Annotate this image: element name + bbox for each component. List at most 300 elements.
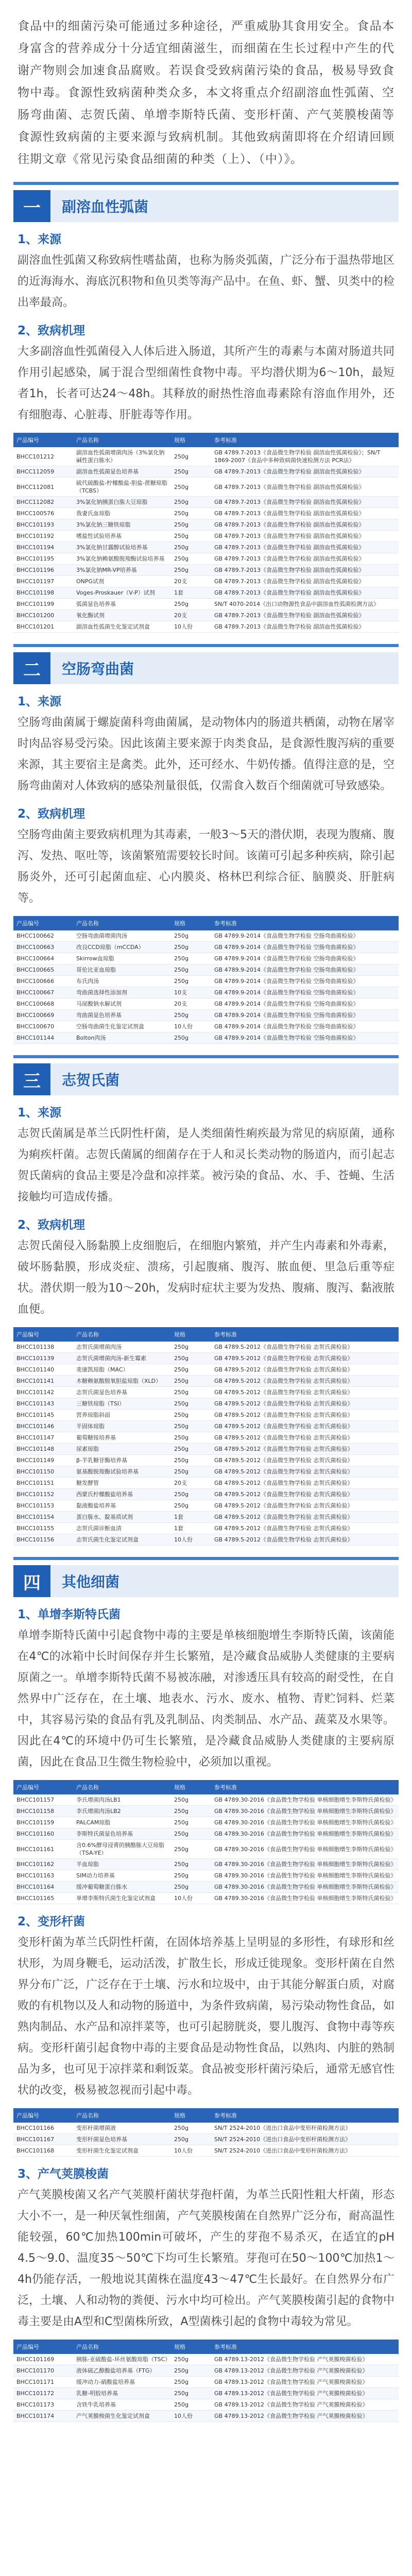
column-header: 参考标准 xyxy=(211,1780,399,1794)
table-cell: BHCC101158 xyxy=(13,1806,73,1817)
table-cell: BHCC100663 xyxy=(13,942,73,953)
body-paragraph: 空肠弯曲菌属于螺旋菌科弯曲菌属，是动物体内的肠道共栖菌，动物在屠宰时肉品容易受污染。因此该菌主要来源于肉类食品，是食源性腹泻病的重要来源，其主要宿主是禽类。此外，还可经水、牛奶传播。值得注意的是，空肠弯曲菌对人体致病的感染剂量很低，仅需食入数百个细菌就可导致感染。 xyxy=(18,716,394,792)
table-cell: GB 4789.9-2014《食品微生物学检验 空肠弯曲菌检验》 xyxy=(211,1032,399,1044)
product-table-header-row xyxy=(13,1327,399,1342)
table-cell: GB 4789.5-2012《食品微生物学检验 志贺氏菌检验》 xyxy=(211,1512,399,1523)
table-cell: GB 4789.5-2012《食品微生物学检验 志贺氏菌检验》 xyxy=(211,1410,399,1421)
table-cell: GB 4789.5-2012《食品微生物学检验 志贺氏菌检验》 xyxy=(211,1523,399,1534)
table-cell: 3%氯化钠赖氨酸脱羧酶试验培养基 xyxy=(73,553,171,565)
table-cell: 250g xyxy=(171,2354,211,2365)
table-row xyxy=(13,2365,399,2377)
table-cell: GB 4789.5-2012《食品微生物学检验 志贺氏菌检验》 xyxy=(211,1534,399,1546)
table-cell: 志贺氏菌显色培养基 xyxy=(73,1387,171,1398)
table-cell: 1套 xyxy=(171,1523,211,1534)
table-row xyxy=(13,2134,399,2145)
table-cell: BHCC101152 xyxy=(13,1489,73,1500)
table-cell: BHCC112082 xyxy=(13,497,73,508)
table-cell: 志贺氏菌增菌肉汤 xyxy=(73,1342,171,1353)
section-title: 志贺氏菌 xyxy=(62,1072,120,1089)
table-cell: GB 4789.5-2012《食品微生物学检验 志贺氏菌检验》 xyxy=(211,1376,399,1387)
table-cell: GB 4789.5-2012《食品微生物学检验 志贺氏菌检验》 xyxy=(211,1455,399,1466)
table-row xyxy=(13,1455,399,1466)
table-cell: 10人份 xyxy=(171,1893,211,1904)
table-row xyxy=(13,1376,399,1387)
table-cell: 250g xyxy=(171,1455,211,1466)
table-cell: 250g xyxy=(171,1387,211,1398)
table-cell: BHCC101192 xyxy=(13,531,73,542)
table-cell: BHCC101154 xyxy=(13,1512,73,1523)
column-header: 参考标准 xyxy=(211,916,399,930)
table-cell: GB 4789.9-2014《食品微生物学检验 空肠弯曲菌检验》 xyxy=(211,930,399,942)
table-cell: SN/T 2524-2010《进出口食品中变形杆菌检测方法》 xyxy=(211,2145,399,2157)
table-cell: 250g xyxy=(171,953,211,964)
table-cell: GB 4789.30-2016《食品微生物学检验 单核细胞增生李斯特氏菌检验》 xyxy=(211,1870,399,1882)
table-cell: GB 4789.30-2016《食品微生物学检验 单核细胞增生李斯特氏菌检验》 xyxy=(211,1840,399,1859)
product-table-body xyxy=(13,447,399,633)
product-table xyxy=(13,1327,399,1546)
product-table-head xyxy=(13,1327,399,1342)
table-cell: BHCC101148 xyxy=(13,1444,73,1455)
table-row xyxy=(13,1478,399,1489)
table-row xyxy=(13,1828,399,1840)
table-cell: 木糖赖氨酸脱氧胆盐琼脂（XLD） xyxy=(73,1376,171,1387)
table-cell: 250g xyxy=(171,964,211,976)
table-row xyxy=(13,1342,399,1353)
table-cell: GB 4789.13-2012《食品微生物学检验 产气荚膜梭菌检验》 xyxy=(211,2365,399,2377)
table-cell: 250g xyxy=(171,2388,211,2399)
table-cell: 250g xyxy=(171,942,211,953)
table-cell: BHCC101167 xyxy=(13,2134,73,2145)
column-header: 产品名称 xyxy=(73,916,171,930)
column-header: 产品编号 xyxy=(13,916,73,930)
table-row xyxy=(13,478,399,497)
table-cell: 变形杆菌显色培养基 xyxy=(73,2134,171,2145)
table-cell: Voges-Proskauer（V-P）试剂 xyxy=(73,587,171,599)
article-section xyxy=(13,190,399,633)
table-cell: GB 4789.7-2013《食品微生物学检验 副溶血性弧菌检验》 xyxy=(211,531,399,542)
table-cell: 黏液酸盐培养基 xyxy=(73,1500,171,1512)
table-cell: 含0.6%酵母浸膏的胰酪胨大豆琼脂（TSA-YE） xyxy=(73,1840,171,1859)
table-cell: 布氏肉汤 xyxy=(73,976,171,987)
table-cell: 羊血琼脂 xyxy=(73,1859,171,1870)
table-cell: GB 4789.7-2013《食品微生物学检验 副溶血性弧菌检验》 xyxy=(211,466,399,478)
table-cell: BHCC101170 xyxy=(13,2365,73,2377)
table-row xyxy=(13,1882,399,1893)
table-cell: BHCC101197 xyxy=(13,576,73,587)
table-cell: GB 4789.5-2012《食品微生物学检验 志贺氏菌检验》 xyxy=(211,1444,399,1455)
table-row xyxy=(13,621,399,633)
table-cell: GB 4789.30-2016《食品微生物学检验 单核细胞增生李斯特氏菌检验》 xyxy=(211,1806,399,1817)
table-cell: GB 4789.9-2014《食品微生物学检验 空肠弯曲菌检验》 xyxy=(211,1021,399,1032)
table-cell: GB 4789.7-2013《食品微生物学检验 副溶血性弧菌检验》 xyxy=(211,478,399,497)
table-cell: BHCC101156 xyxy=(13,1534,73,1546)
table-cell: 李斯特氏菌显色培养基 xyxy=(73,1828,171,1840)
table-cell: BHCC101146 xyxy=(13,1421,73,1432)
table-cell: GB 4789.13-2012《食品微生物学检验 产气荚膜梭菌检验》 xyxy=(211,2411,399,2422)
table-cell: GB 4789.30-2016《食品微生物学检验 单核细胞增生李斯特氏菌检验》 xyxy=(211,1859,399,1870)
column-header: 产品名称 xyxy=(73,1327,171,1342)
table-cell: 副溶血性弧菌增菌肉汤（3%氯化钠碱性蛋白胨水） xyxy=(73,447,171,466)
table-cell: 营养琼脂斜面 xyxy=(73,1410,171,1421)
table-cell: BHCC101171 xyxy=(13,2377,73,2388)
column-header: 规格 xyxy=(171,916,211,930)
table-row xyxy=(13,1534,399,1546)
table-cell: BHCC101164 xyxy=(13,1882,73,1893)
table-row xyxy=(13,930,399,942)
table-cell: BHCC100662 xyxy=(13,930,73,942)
table-cell: GB 4789.13-2012《食品微生物学检验 产气荚膜梭菌检验》 xyxy=(211,2388,399,2399)
table-row xyxy=(13,466,399,478)
table-cell: GB 4789.7-2013《食品微生物学检验 副溶血性弧菌检验》 xyxy=(211,621,399,633)
table-cell: 乳糖-明胶培养基 xyxy=(73,2388,171,2399)
table-cell: 胰胨-亚硫酸盐-环丝氨酸琼脂（TSC） xyxy=(73,2354,171,2365)
product-table xyxy=(13,433,399,633)
table-cell: GB 4789.7-2013《食品微生物学检验 副溶血性弧菌检验》；SN/T 1869-2007《食品中多种致病菌快速检测方法 PCR法》 xyxy=(211,447,399,466)
table-cell: BHCC101147 xyxy=(13,1432,73,1444)
table-row xyxy=(13,587,399,599)
table-cell: BHCC100665 xyxy=(13,964,73,976)
table-cell: GB 4789.30-2016《食品微生物学检验 单核细胞增生李斯特氏菌检验》 xyxy=(211,1828,399,1840)
table-cell: GB 4789.13-2012《食品微生物学检验 产气荚膜梭菌检验》 xyxy=(211,2377,399,2388)
table-cell: 3%氯化钠MR-VP培养基 xyxy=(73,565,171,576)
table-cell: BHCC101195 xyxy=(13,553,73,565)
section-header xyxy=(13,190,399,222)
table-row xyxy=(13,2354,399,2365)
table-cell: 250g xyxy=(171,976,211,987)
table-cell: 硫代硫酸盐-柠檬酸盐-胆盐-蔗糖琼脂（TCBS） xyxy=(73,478,171,497)
table-row xyxy=(13,2145,399,2157)
body-paragraph: 产气荚膜梭菌又名产气荚膜杆菌状芽孢杆菌，为革兰氏阳性粗大杆菌，形态大小不一，是一种厌氧性细菌，产气荚膜梭菌在自然界广泛分布，耐高温性能较强，60℃加热100min可破坏，产生的芽孢不易杀灭，在适宜的pH 4.5～9.0、温度35～50℃下均可生长繁殖。芽孢可在50～100℃加热1～4h仍能存活，一般地说其菌株在温度43～47℃生长最好。在自然界分布广泛，土壤、人和动物的粪便、污水中均可检出。产气荚膜梭菌引起的食物中毒主要是由A型和C型菌株所致，A型菌株引起的食物中毒较为常见。 xyxy=(18,2189,394,2328)
table-cell: GB 4789.5-2012《食品微生物学检验 志贺氏菌检验》 xyxy=(211,1353,399,1364)
table-cell: 半固体琼脂 xyxy=(73,1421,171,1432)
table-row xyxy=(13,565,399,576)
table-row xyxy=(13,998,399,1010)
table-cell: BHCC101169 xyxy=(13,2354,73,2365)
table-row xyxy=(13,1398,399,1410)
table-cell: 弯曲菌选择性添加剂 xyxy=(73,987,171,998)
table-cell: 蛋白胨水、靛基质试剂 xyxy=(73,1512,171,1523)
table-cell: GB 4789.7-2013《食品微生物学检验 副溶血性弧菌检验》 xyxy=(211,565,399,576)
body-paragraph: 志贺氏菌属是革兰氏阴性杆菌，是人类细菌性痢疾最为常见的病原菌，通称为痢疾杆菌。志贺氏菌属的细菌存在于人和灵长类动物的肠道内，而引起志贺氏菌病的食品主要是冷盘和凉拌菜。被污染的食品、水、手、苍蝇、生活接触均可造成传播。 xyxy=(18,1127,394,1204)
table-cell: BHCC100668 xyxy=(13,998,73,1010)
table-cell: PALCAM琼脂 xyxy=(73,1817,171,1828)
table-cell: GB 4789.7-2013《食品微生物学检验 副溶血性弧菌检验》 xyxy=(211,610,399,621)
subsection-heading: 1、来源 xyxy=(18,1106,62,1120)
table-cell: BHCC101166 xyxy=(13,2123,73,2134)
table-cell: 250g xyxy=(171,1806,211,1817)
table-cell: 250g xyxy=(171,1870,211,1882)
table-cell: BHCC101149 xyxy=(13,1455,73,1466)
column-header: 规格 xyxy=(171,433,211,447)
table-cell: 250g xyxy=(171,1840,211,1859)
body-paragraph: 志贺氏菌侵入肠黏膜上皮细胞后，在细胞内繁殖，并产生内毒素和外毒素，破坏肠黏膜，形成炎症、溃疡，引起腹痛、腹泻、脓血便、里急后重等症状。潜伏期一般为10～20h，发病时症状主要为发热、腹痛、腹泻、黏液脓血便。 xyxy=(18,1240,394,1316)
table-row xyxy=(13,942,399,953)
table-cell: 10人份 xyxy=(171,2145,211,2157)
section-number: 四 xyxy=(13,1565,50,1597)
table-cell: 250g xyxy=(171,447,211,466)
product-table-body xyxy=(13,2354,399,2422)
table-row xyxy=(13,1859,399,1870)
table-cell: 3%氯化钠三糖铁琼脂 xyxy=(73,519,171,531)
table-cell: 氨基酸脱羧酶试验培养基 xyxy=(73,1466,171,1478)
table-cell: 250g xyxy=(171,1342,211,1353)
table-cell: 250g xyxy=(171,1032,211,1044)
table-cell: 250g xyxy=(171,497,211,508)
product-table-head xyxy=(13,2108,399,2123)
table-cell: 空肠弯曲菌增菌肉汤 xyxy=(73,930,171,942)
table-cell: SIM动力培养基 xyxy=(73,1870,171,1882)
table-row xyxy=(13,964,399,976)
table-cell: GB 4789.30-2016《食品微生物学检验 单核细胞增生李斯特氏菌检验》 xyxy=(211,1794,399,1806)
section-header xyxy=(13,1565,399,1597)
table-cell: GB 4789.7-2013《食品微生物学检验 副溶血性弧菌检验》 xyxy=(211,587,399,599)
product-table-body xyxy=(13,930,399,1044)
table-cell: 20支 xyxy=(171,610,211,621)
table-cell: 我妻氏血琼脂 xyxy=(73,508,171,519)
table-cell: GB 4789.9-2014《食品微生物学检验 空肠弯曲菌检验》 xyxy=(211,1010,399,1021)
table-cell: BHCC112059 xyxy=(13,466,73,478)
table-cell: BHCC100576 xyxy=(13,508,73,519)
table-row xyxy=(13,447,399,466)
article-section xyxy=(13,652,399,1044)
table-cell: 250g xyxy=(171,531,211,542)
table-row xyxy=(13,497,399,508)
subsection-heading: 2、致病机理 xyxy=(18,1218,85,1232)
table-cell: BHCC101144 xyxy=(13,1032,73,1044)
table-cell: GB 4789.7-2013《食品微生物学检验 副溶血性弧菌检验》 xyxy=(211,497,399,508)
table-cell: BHCC101139 xyxy=(13,1353,73,1364)
body-paragraph: 单增李斯特氏菌中引起食物中毒的主要是单核细胞增生李斯特氏菌，该菌能在4℃的冰箱中长时间保存并生长繁殖，是冷藏食品威胁人类健康的主要病原菌之一。单增李斯特氏菌不易被冻融，对渗透压具有较高的耐受性，在自然界中广泛存在，在土壤、地表水、污水、废水、植物、青贮饲料、烂菜中，其容易污染的食品有乳及乳制品、肉类制品、水产品、蔬菜及水果等。因此在4℃的环境中仍可生长繁殖，是冷藏食品威胁人类健康的主要病原菌，因此在食品卫生微生物检验中，必须加以重视。 xyxy=(18,1629,394,1769)
table-row xyxy=(13,1840,399,1859)
table-cell: BHCC101199 xyxy=(13,599,73,610)
table-row xyxy=(13,1466,399,1478)
table-cell: 250g xyxy=(171,1828,211,1840)
table-cell: 250g xyxy=(171,1794,211,1806)
table-cell: 副溶血性弧菌显色培养基 xyxy=(73,466,171,478)
table-cell: BHCC101151 xyxy=(13,1478,73,1489)
sections-container xyxy=(0,190,412,2422)
table-cell: BHCC101196 xyxy=(13,565,73,576)
column-header: 规格 xyxy=(171,1327,211,1342)
table-cell: 空肠弯曲菌生化鉴定试剂盒 xyxy=(73,1021,171,1032)
table-cell: BHCC100667 xyxy=(13,987,73,998)
table-cell: 液体硫乙醇酸盐培养基（FTG） xyxy=(73,2365,171,2377)
table-row xyxy=(13,576,399,587)
table-cell: BHCC101145 xyxy=(13,1410,73,1421)
table-cell: SN/T 2524-2010《进出口食品中变形杆菌检测方法》 xyxy=(211,2123,399,2134)
subsection-heading: 1、来源 xyxy=(18,233,62,246)
table-cell: 尿素琼脂 xyxy=(73,1444,171,1455)
table-cell: 250g xyxy=(171,1489,211,1500)
table-cell: 弧菌显色培养基 xyxy=(73,599,171,610)
table-cell: 20支 xyxy=(171,998,211,1010)
table-cell: 250g xyxy=(171,1353,211,1364)
subsection-heading: 2、致病机理 xyxy=(18,324,85,337)
column-header: 参考标准 xyxy=(211,433,399,447)
table-cell: GB 4789.9-2014《食品微生物学检验 空肠弯曲菌检验》 xyxy=(211,987,399,998)
table-cell: GB 4789.5-2012《食品微生物学检验 志贺氏菌检验》 xyxy=(211,1432,399,1444)
table-cell: 20支 xyxy=(171,1478,211,1489)
section-divider xyxy=(13,644,399,647)
table-cell: 10人份 xyxy=(171,621,211,633)
section-header xyxy=(13,1063,399,1095)
subsection-heading: 2、致病机理 xyxy=(18,807,85,821)
table-cell: BHCC101159 xyxy=(13,1817,73,1828)
table-row xyxy=(13,531,399,542)
table-cell: GB 4789.7-2013《食品微生物学检验 副溶血性弧菌检验》 xyxy=(211,508,399,519)
table-row xyxy=(13,1432,399,1444)
table-row xyxy=(13,1893,399,1904)
table-cell: GB 4789.7-2013《食品微生物学检验 副溶血性弧菌检验》 xyxy=(211,576,399,587)
table-cell: BHCC101160 xyxy=(13,1828,73,1840)
table-cell: 西蒙氏柠檬酸盐培养基 xyxy=(73,1489,171,1500)
table-cell: 产气荚膜梭菌生化鉴定试剂盒 xyxy=(73,2411,171,2422)
table-cell: GB 4789.13-2012《食品微生物学检验 产气荚膜梭菌检验》 xyxy=(211,2354,399,2365)
section-divider xyxy=(13,1055,399,1058)
table-cell: 250g xyxy=(171,1500,211,1512)
column-header: 产品编号 xyxy=(13,1327,73,1342)
table-cell: GB 4789.9-2014《食品微生物学检验 空肠弯曲菌检验》 xyxy=(211,953,399,964)
product-table xyxy=(13,916,399,1044)
column-header: 产品名称 xyxy=(73,2340,171,2354)
table-row xyxy=(13,1364,399,1376)
table-cell: BHCC101141 xyxy=(13,1376,73,1387)
table-cell: GB 4789.7-2013《食品微生物学检验 副溶血性弧菌检验》 xyxy=(211,519,399,531)
table-cell: 缓冲动力-硝酸盐培养基 xyxy=(73,2377,171,2388)
table-cell: 250g xyxy=(171,1410,211,1421)
table-cell: 250g xyxy=(171,1444,211,1455)
table-cell: SN/T 4070-2014《出口动物源性食品中副溶血性弧菌检测方法》 xyxy=(211,599,399,610)
table-cell: 250g xyxy=(171,1432,211,1444)
table-row xyxy=(13,553,399,565)
table-cell: BHCC100670 xyxy=(13,1021,73,1032)
column-header: 参考标准 xyxy=(211,2340,399,2354)
column-header: 产品名称 xyxy=(73,2108,171,2123)
table-cell: BHCC101142 xyxy=(13,1387,73,1398)
table-cell: 弯曲菌显色培养基 xyxy=(73,1010,171,1021)
column-header: 产品编号 xyxy=(13,2108,73,2123)
table-cell: 志贺氏菌诊断血清 xyxy=(73,1523,171,1534)
table-row xyxy=(13,1021,399,1032)
product-table xyxy=(13,2108,399,2157)
table-cell: GB 4789.5-2012《食品微生物学检验 志贺氏菌检验》 xyxy=(211,1387,399,1398)
product-table-header-row xyxy=(13,2108,399,2123)
table-cell: 10支 xyxy=(171,987,211,998)
product-table-header-row xyxy=(13,1780,399,1794)
table-cell: 氧化酶试剂 xyxy=(73,610,171,621)
table-cell: 250g xyxy=(171,599,211,610)
table-cell: 250g xyxy=(171,2123,211,2134)
table-row xyxy=(13,2377,399,2388)
table-cell: BHCC101165 xyxy=(13,1893,73,1904)
table-cell: BHCC101193 xyxy=(13,519,73,531)
table-cell: BHCC101143 xyxy=(13,1398,73,1410)
table-cell: 变形杆菌增菌液 xyxy=(73,2123,171,2134)
table-cell: 250g xyxy=(171,565,211,576)
table-cell: BHCC101198 xyxy=(13,587,73,599)
table-cell: 哥伦比亚血琼脂 xyxy=(73,964,171,976)
subsection-heading: 2、变形杆菌 xyxy=(18,1915,85,1928)
product-table-body xyxy=(13,1342,399,1546)
table-cell: GB 4789.30-2016《食品微生物学检验 单核细胞增生李斯特氏菌检验》 xyxy=(211,1882,399,1893)
table-cell: 单增李斯特氏菌生化鉴定试剂盒 xyxy=(73,1893,171,1904)
table-row xyxy=(13,1489,399,1500)
table-cell: BHCC100666 xyxy=(13,976,73,987)
table-cell: BHCC101172 xyxy=(13,2388,73,2399)
table-row xyxy=(13,2123,399,2134)
table-cell: 250g xyxy=(171,2134,211,2145)
table-row xyxy=(13,1870,399,1882)
product-table-head xyxy=(13,2340,399,2354)
table-cell: 250g xyxy=(171,1010,211,1021)
table-cell: BHCC101201 xyxy=(13,621,73,633)
table-cell: 250g xyxy=(171,478,211,497)
table-cell: Bolton肉汤 xyxy=(73,1032,171,1044)
intro-divider xyxy=(13,182,399,185)
column-header: 规格 xyxy=(171,2108,211,2123)
subsection-heading: 1、来源 xyxy=(18,695,62,708)
table-cell: 250g xyxy=(171,1376,211,1387)
table-cell: BHCC101163 xyxy=(13,1870,73,1882)
table-cell: 嗜盐性试验培养基 xyxy=(73,531,171,542)
article-section xyxy=(13,1063,399,1546)
table-cell: 250g xyxy=(171,1882,211,1893)
table-row xyxy=(13,2411,399,2422)
table-cell: GB 4789.5-2012《食品微生物学检验 志贺氏菌检验》 xyxy=(211,1342,399,1353)
body-paragraph: 变形杆菌为革兰氏阴性杆菌，在固体培养基上呈明显的多形性，有球形和丝状形，为周身鞭毛，运动活泼，扩散生长，形成迁徙现象。变形杆菌在自然界分布广泛，广泛存在于土壤、污水和垃圾中，由于其能分解蛋白质，对腐败的有机物以及人和动物的肠道中，为条件致病菌，易污染动物性食品，如熟肉制品、水产品和凉拌菜等，也可引起膀胱炎，婴儿腹泻、食物中毒等疾病。变形杆菌引起食物中毒的主要食品是动物性食品，以熟肉、内脏的熟制品为多，也可见于凉拌菜和剩饭菜。食品被变形杆菌污染后，通常无感官性状的改变，极易被忽视而引起中毒。 xyxy=(18,1936,394,2097)
table-row xyxy=(13,1806,399,1817)
subsection-heading: 1、单增李斯特氏菌 xyxy=(18,1608,121,1621)
table-cell: GB 4789.7-2013《食品微生物学检验 副溶血性弧菌检验》 xyxy=(211,542,399,553)
table-cell: BHCC101157 xyxy=(13,1794,73,1806)
table-cell: BHCC101155 xyxy=(13,1523,73,1534)
table-cell: GB 4789.5-2012《食品微生物学检验 志贺氏菌检验》 xyxy=(211,1398,399,1410)
table-cell: BHCC101150 xyxy=(13,1466,73,1478)
product-table-body xyxy=(13,2123,399,2157)
table-row xyxy=(13,1410,399,1421)
table-cell: 250g xyxy=(171,2399,211,2411)
table-cell: GB 4789.9-2014《食品微生物学检验 空肠弯曲菌检验》 xyxy=(211,976,399,987)
table-row xyxy=(13,987,399,998)
table-cell: 250g xyxy=(171,2377,211,2388)
table-cell: 250g xyxy=(171,542,211,553)
table-cell: 250g xyxy=(171,1817,211,1828)
table-row xyxy=(13,1523,399,1534)
table-cell: 250g xyxy=(171,2365,211,2377)
product-table xyxy=(13,2340,399,2422)
table-row xyxy=(13,1032,399,1044)
table-cell: 250g xyxy=(171,508,211,519)
section-title: 其他细菌 xyxy=(62,1573,120,1590)
table-cell: BHCC101168 xyxy=(13,2145,73,2157)
table-cell: BHCC101138 xyxy=(13,1342,73,1353)
table-cell: BHCC101153 xyxy=(13,1500,73,1512)
table-cell: 含铁牛乳培养基 xyxy=(73,2399,171,2411)
table-cell: BHCC101162 xyxy=(13,1859,73,1870)
table-cell: GB 4789.7-2013《食品微生物学检验 副溶血性弧菌检验》 xyxy=(211,553,399,565)
table-cell: GB 4789.5-2012《食品微生物学检验 志贺氏菌检验》 xyxy=(211,1500,399,1512)
table-cell: BHCC100664 xyxy=(13,953,73,964)
table-cell: BHCC100669 xyxy=(13,1010,73,1021)
table-cell: 1套 xyxy=(171,1512,211,1523)
table-cell: GB 4789.13-2012《食品微生物学检验 产气荚膜梭菌检验》 xyxy=(211,2399,399,2411)
table-cell: β-半乳糖苷酶培养基 xyxy=(73,1455,171,1466)
table-cell: 三糖铁琼脂（TSI） xyxy=(73,1398,171,1410)
table-cell: GB 4789.9-2014《食品微生物学检验 空肠弯曲菌检验》 xyxy=(211,942,399,953)
table-cell: 250g xyxy=(171,553,211,565)
table-cell: 250g xyxy=(171,930,211,942)
table-cell: GB 4789.5-2012《食品微生物学检验 志贺氏菌检验》 xyxy=(211,1478,399,1489)
